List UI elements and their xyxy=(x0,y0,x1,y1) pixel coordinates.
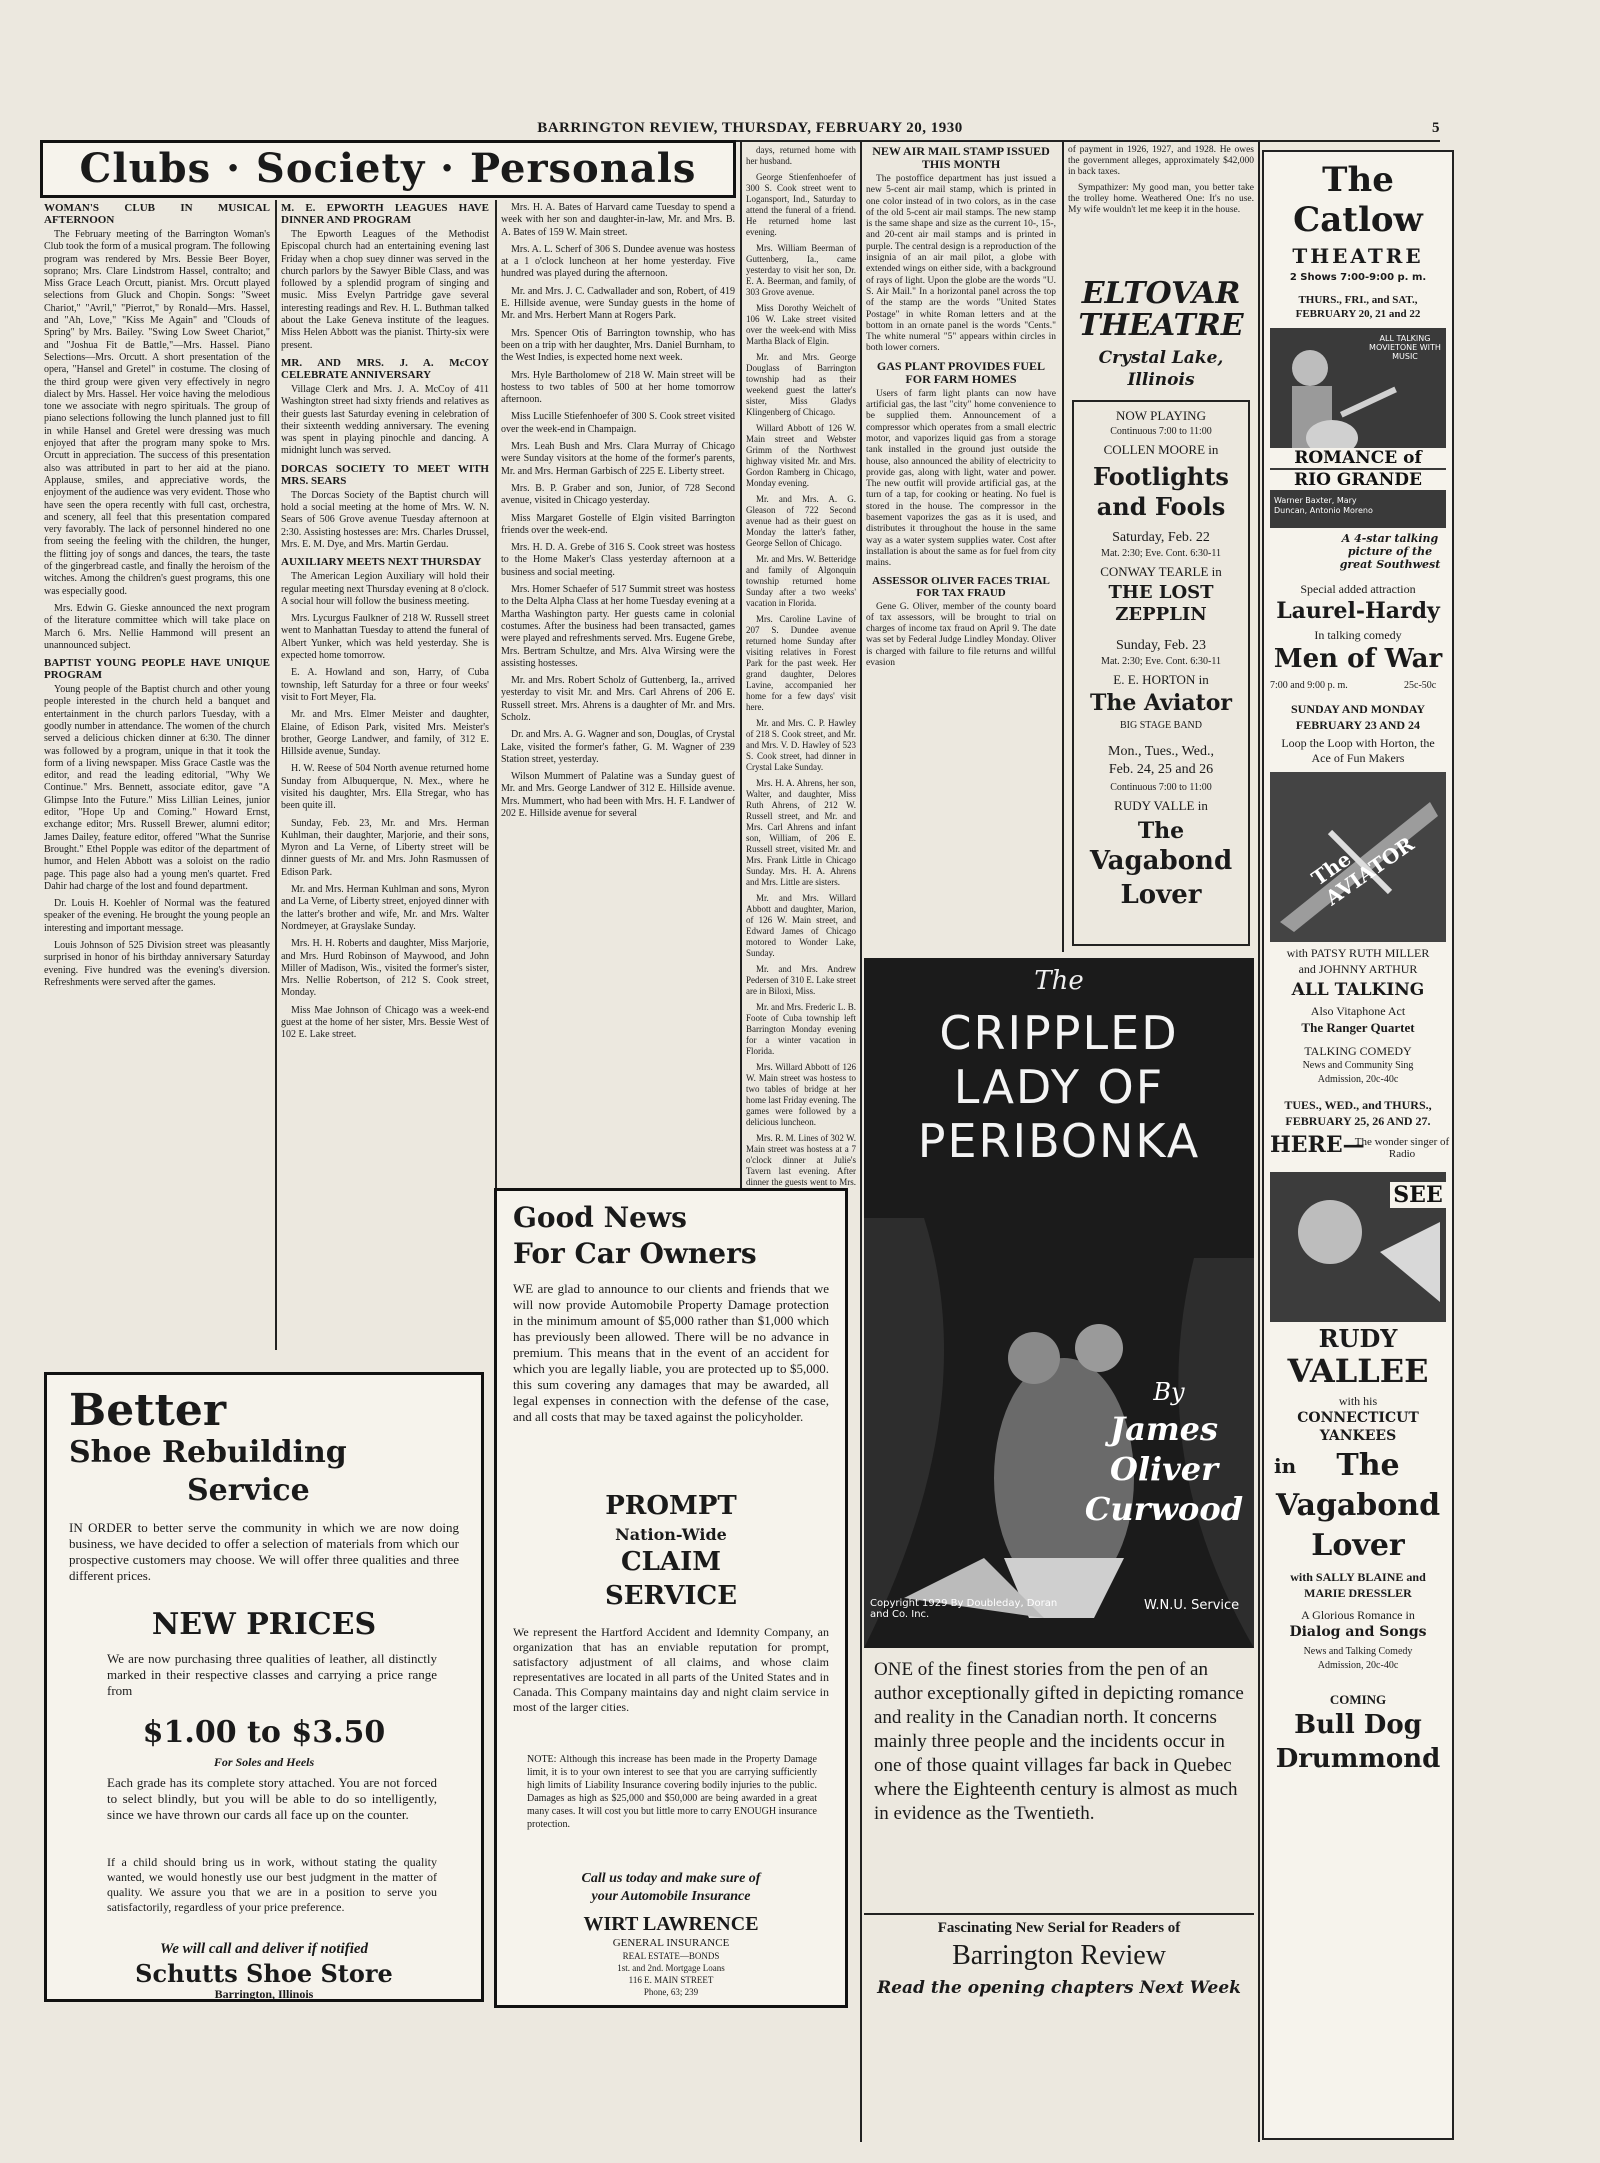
article-body: Mrs. Willard Abbott of 126 W. Main street was hostess to two tables of bridge at her home last Friday evening. The games were followed by a delicious luncheon. xyxy=(746,1062,856,1127)
show-date: Saturday, Feb. 22 xyxy=(1112,530,1210,545)
serial-service: W.N.U. Service xyxy=(1144,1598,1240,1613)
column-rule xyxy=(495,200,497,1350)
film-title: Men of War xyxy=(1273,644,1443,674)
poster-cast: Warner Baxter, Mary Duncan, Antonio Moreno xyxy=(1274,496,1373,515)
ad-headline: For Car Owners xyxy=(513,1237,757,1270)
show-date: Feb. 24, 25 and 26 xyxy=(1108,762,1214,777)
article-body: Louis Johnson of 525 Division street was pleasantly surprised in honor of his birthday anniversary Saturday evening. Five hundred was the evening's diversion. Refreshments were served after the games. xyxy=(44,940,270,988)
serial-title: CRIPPLED xyxy=(939,1006,1179,1060)
film-title: Laurel-Hardy xyxy=(1276,598,1440,624)
agent-subtitle: REAL ESTATE—BONDS xyxy=(622,1951,720,1961)
article-body: The American Legion Auxiliary will hold their regular meeting next Thursday evening at 8 o'clock. A social hour will follow the business meeting. xyxy=(281,571,489,607)
theatre-name: The xyxy=(1322,160,1394,200)
showtimes: 2 Shows 7:00-9:00 p. m. xyxy=(1289,272,1427,283)
band-name: CONNECTICUT xyxy=(1297,1410,1419,1426)
catlow-theatre-ad xyxy=(1262,150,1454,2140)
ad-body: We represent the Hartford Accident and Idemnity Company, an organization that has an enviable reputation for prompt, satisfactory adjustment of all claims, and whose claim representatives are located in all parts of the United States and in Canada. This Company maintains day and night claim service in most of the larger cities. xyxy=(513,1625,829,1714)
star-name: CONWAY TEARLE in xyxy=(1100,564,1222,579)
ad-body: We are now purchasing three qualities of leather, all distinctly marked in their respective classes and carrying a price range from xyxy=(107,1651,437,1698)
ad-subheading: SERVICE xyxy=(604,1581,738,1611)
admission: Admission, 20c-40c xyxy=(1317,1660,1399,1671)
article-body: Sunday, Feb. 23, Mr. and Mrs. Herman Kuhlman, their daughter, Marjorie, and their sons, Myron and La Verne, of Liberty street will be dinner guests of Mr. and Mrs. John Rasmussen of Edison Park. xyxy=(281,817,489,878)
film-title: Lover xyxy=(1120,880,1202,910)
film-title: The xyxy=(1336,1448,1400,1483)
article-headline: NEW AIR MAIL STAMP ISSUED THIS MONTH xyxy=(872,145,1050,171)
film-note: News and Community Sing xyxy=(1302,1060,1414,1071)
theatre-name: THEATRE xyxy=(1078,308,1244,343)
star-name: RUDY VALLE in xyxy=(1114,798,1208,813)
film-note: Dialog and Songs xyxy=(1289,1624,1427,1640)
article-body: Miss Mae Johnson of Chicago was a week-end guest at the home of her sister, Mrs. Bessie West of 102 E. Lake street. xyxy=(281,1004,489,1041)
special-note: Special added attraction xyxy=(1300,582,1416,596)
poster-title: RIO GRANDE xyxy=(1270,470,1446,490)
film-title: Lover xyxy=(1311,1528,1405,1563)
serial-rule xyxy=(864,1913,1254,1915)
column-6 xyxy=(1068,145,1254,270)
masthead-title: BARRINGTON REVIEW, THURSDAY, FEBRUARY 20, 1930 xyxy=(537,120,963,136)
article-body: Sympathizer: My good man, you better take the trolley home. Weathered One: It's no use. My wife wouldn't let me keep it in the house. xyxy=(1068,183,1254,215)
film-title: The Ranger Quartet xyxy=(1301,1020,1415,1035)
serial-footer-note: Read the opening chapters Next Week xyxy=(877,1978,1241,1998)
star-name: COLLEN MOORE in xyxy=(1103,442,1219,457)
article-body: Users of farm light plants can now have artificial gas, the last "city" home convenience to be supplied them. Announcement of a compressor which operates from a small electric motor, and vaporizes liquid gas from a storage tank installed in the ground just outside the house, also announced the ability of electricity to provide gas, along with light, water and power. The new outfit will provide artificial gas, at the turn of a tap, for cooking or heating. No fuel is stored in the house. The compressor in the basement vaporizes the gas as it is used, and distributes it throughout the house in the same way as a water system supplies water. Cost after installation is about the same as for fuel from city mains. xyxy=(866,388,1056,569)
column-rule xyxy=(1062,142,1064,952)
article-body: Mr. and Mrs. W. Betteridge and family of Algonquin township returned home Sunday after a two weeks' vacation in Florida. xyxy=(746,554,856,608)
article-body: Young people of the Baptist church and other young people interested in the church held a banquet and entertainment in the church parlors Tuesday, with a goodly number in attendance. The women of the church served a delicious chicken dinner at 6:30. The dinner was followed by a program, unique in that it took the form of a living newspaper. Miss Grace Castle was the editor, and read the leading editorial, "Why We Continue." Mrs. Bennett, associate editor, gave "A Glimpse Into the Future." Miss Lillian Leines, junior editor, "Hope Up and Coming." Howard Ernst, exchange editor; Mrs. Russell Brewer, alumni editor; James Dailey, feature editor, offered "What the Sunrise Brought." Ethel Popple was editor of the department of humor, and Helen Abbott was a soloist on the radio page. This page also had a young men's quartet. Fred Dahir had charge of the lost and found department. xyxy=(44,684,270,892)
article-body: Miss Lucille Stiefenhoefer of 300 S. Cook street visited over the week-end in Champaign. xyxy=(501,411,735,435)
ad-headline: Good News xyxy=(513,1201,687,1234)
film-note: A Glorious Romance in xyxy=(1301,1608,1415,1622)
serial-ad xyxy=(864,958,1254,1958)
ad-subheading: PROMPT xyxy=(605,1491,737,1521)
article-body: Mrs. Leah Bush and Mrs. Clara Murray of Chicago were Sunday visitors at the home of the former's parents, Mr. and Mrs. Herman Garbisch of 225 E. Liberty street. xyxy=(501,441,735,477)
star-name: RUDY xyxy=(1318,1324,1398,1353)
column-5 xyxy=(866,145,1056,945)
masthead xyxy=(60,118,1440,140)
theatre-state: Illinois xyxy=(1127,370,1195,390)
ad-subheading: CLAIM xyxy=(620,1547,722,1577)
article-body: The postoffice department has just issued a new 5-cent air mail stamp, which is printed in one color instead of in two colors, as in the case of the old 5-cent air mail stamps. The new stamp is the same shape and size as the current 10-, 15-, and 20-cent air mail stamps and is printed in purple. The central design is a reproduction of the insignia of an air mail pilot, a globe with extended wings on either side, with a background of rays of light. Upon the globe are the words "U. S. Air Mail." In a horizontal panel across the top of the stamp are the words "United States Postage" in white Roman letters and at the bottom in an ornate panel is the words "Cents." The white numeral "5" appears within circles in both lower corners. xyxy=(866,174,1056,354)
coming-label: COMING xyxy=(1329,1692,1387,1707)
film-title: Bull Dog xyxy=(1294,1710,1422,1740)
eltovar-theatre-ad xyxy=(1068,278,1254,946)
article-body: Mrs. H. A. Ahrens, her son, Walter, and daughter, Miss Ruth Ahrens, of 212 W. Russell street, and Mr. and Mrs. Carl Ahrens and infant son, William, of 206 E. Russell street, visited Mr. and Mrs. Frank Little in Chicago Sunday. Mrs. H. A. Ahrens and Mrs. Little are sisters. xyxy=(746,778,856,887)
film-title: and Fools xyxy=(1096,492,1226,521)
column-2 xyxy=(281,202,489,1342)
article-body: Mrs. A. L. Scherf of 306 S. Dundee avenue was hostess at a 1 o'clock luncheon at her home yesterday. Five hundred was played during the afternoon. xyxy=(501,243,735,280)
now-playing: NOW PLAYING xyxy=(1116,408,1206,423)
show-date: THURS., FRI., and SAT., xyxy=(1298,294,1418,306)
theatre-city: Crystal Lake, xyxy=(1098,348,1224,368)
ad-body: If a child should bring us in work, without stating the quality wanted, we would honestly use our best judgment in the matter of quality. We assure you that we are in a position to serve you satisfactorily, regardless of your price preference. xyxy=(107,1855,437,1914)
film-note: Loop the Loop with Horton, the Ace of Fun Makers xyxy=(1281,736,1435,765)
serial-illustration xyxy=(864,958,1254,1648)
cast-list: MARIE DRESSLER xyxy=(1304,1586,1412,1600)
serial-author: Oliver xyxy=(1110,1450,1218,1488)
theatre-name: THEATRE xyxy=(1292,244,1424,268)
ad-headline: Better xyxy=(69,1385,227,1436)
ad-subheading: NEW PRICES xyxy=(151,1607,377,1642)
agent-subtitle: 1st. and 2nd. Mortgage Loans xyxy=(617,1963,725,1973)
article-body: Mrs. William Beerman of Guttenberg, Ia., came yesterday to visit her son, Dr. E. A. Beerman, and family, of 303 Grove avenue. xyxy=(746,243,856,297)
article-body: days, returned home with her husband. xyxy=(746,145,856,166)
shoe-store-ad xyxy=(44,1372,484,2002)
column-rule xyxy=(860,142,862,2142)
price-note: For Soles and Heels xyxy=(213,1755,315,1769)
article-body: Mrs. Lycurgus Faulkner of 218 W. Russell street went to Manhattan Tuesday to attend the funeral of Albert Yunker, which was held yesterday. She is expected home tomorrow. xyxy=(281,613,489,662)
serial-footer-line: Fascinating New Serial for Readers of xyxy=(937,1920,1181,1936)
serial-title: PERIBONKA xyxy=(917,1114,1201,1168)
article-body: Mrs. H. A. Bates of Harvard came Tuesday to spend a week with her son and daughter-in-law, Mr. and Mrs. B. A. Bates of 159 W. Main street. xyxy=(501,202,735,238)
show-date: Sunday, Feb. 23 xyxy=(1115,638,1207,653)
article-body: Village Clerk and Mrs. J. A. McCoy of 411 Washington street had sixty friends and relatives as their guests last Saturday evening in celebration of their sixteenth wedding anniversary. The evening was spent in playing pinochle and dancing. A midnight lunch was served. xyxy=(281,383,489,457)
film-title: Vagabond xyxy=(1275,1488,1441,1523)
poster-tagline: A 4-star talking picture of the great Southwest xyxy=(1339,532,1441,571)
article-body: Mrs. R. M. Lines of 302 W. Main street was hostess at a 7 o'clock dinner at Julie's Tavern last evening. After dinner the guests went to Mrs. xyxy=(746,1133,856,1187)
eltovar-schedule xyxy=(1072,400,1250,946)
admission: 25c-50c xyxy=(1404,680,1437,691)
theatre-name: ELTOVAR xyxy=(1081,276,1241,311)
film-note: In talking comedy xyxy=(1314,628,1402,642)
film-note: with his xyxy=(1338,1394,1378,1408)
article-body: Mr. and Mrs. J. C. Cadwallader and son, Robert, of 419 E. Hillside avenue, were Sunday guests in the home of Mr. and Mrs. Herbert Mann at Rogers Park. xyxy=(501,285,735,322)
here-heading: HERE— xyxy=(1270,1132,1365,1158)
serial-byline: By xyxy=(1153,1378,1185,1406)
article-body: Mr. and Mrs. Robert Scholz of Guttenberg, Ia., arrived yesterday to visit Mr. and Mrs. Carl Ahrens of 206 E. Russell street. Mrs. Ahrens is a daughter of Mr. and Mrs. Scholz. xyxy=(501,675,735,723)
article-body: Willard Abbott of 126 W. Main street and Webster Grimm of the Northwest highway visited Mr. and Mrs. Gordon Ramberg in Chicago, Monday evening. xyxy=(746,423,856,488)
agent-phone: Phone, 63; 239 xyxy=(643,1987,699,1997)
article-body: Dr. and Mrs. A. G. Wagner and son, Douglas, of Crystal Lake, visited the former's father, G. M. Wagner of 239 Station street, yesterday. xyxy=(501,729,735,765)
showtimes: Continuous 7:00 to 11:00 xyxy=(1110,426,1212,437)
article-headline: DORCAS SOCIETY TO MEET WITH MRS. SEARS xyxy=(281,462,489,487)
ad-intro: IN ORDER to better serve the community in which we are now doing business, we have decided to offer a selection of materials from which our prospective customers may choose. We will offer three qualities and three different prices. xyxy=(69,1520,459,1583)
film-note: in xyxy=(1274,1454,1297,1478)
article-body: Mrs. Edwin G. Gieske announced the next program of the literature committee which will take place on March 6. Mrs. Nellie Hammond will present an unannounced subject. xyxy=(44,602,270,651)
film-title: The Aviator xyxy=(1089,690,1233,716)
store-name: Schutts Shoe Store xyxy=(135,1959,393,1988)
article-headline: MR. AND MRS. J. A. McCOY CELEBRATE ANNIVERSARY xyxy=(281,356,489,381)
article-body: Mrs. Homer Schaefer of 517 Summit street was hostess to the Delta Alpha Class at her home Tuesday evening at a Martha Washington party. Her guests came in colonial costumes. After the business had been transacted, games were played and refreshments served. Mrs. Eugene Grebe, Mrs. Bertram Schultze, and Mrs. Alva Wirsing were the assisting hostesses. xyxy=(501,584,735,669)
star-name: E. E. HORTON in xyxy=(1113,672,1209,687)
ad-body: Each grade has its complete story attached. You are not forced to select blindly, but you will be able to do so intelligently, since we have thrown our cards all face up on the counter. xyxy=(107,1775,437,1822)
ad-call: Call us today and make sure of xyxy=(581,1871,761,1886)
article-body: Mr. and Mrs. Andrew Pedersen of 310 E. Lake street are in Biloxi, Miss. xyxy=(746,964,856,996)
article-body: The February meeting of the Barrington Woman's Club took the form of a musical program. The following program was rendered by Mrs. Bessie Beer Boyer, soprano; Mrs. Clare Lindstrom Hassel, contralto; and Miss Grace Leach Orcutt, pianist. Mrs. Orcutt played selections from Gluck and Chopin. Songs: "Sweet Chariot," "Avril," "Pierrot," by Ronald—Mrs. Hassel, and "Ah, Love," "Kiss Me Again" and "Clouds of Spring" by Mrs. Bailey. "Swing Low Sweet Chariot," and "Joshua Fit de Battle,"—Mrs. Hassel. Piano Selections—Mrs. Orcutt. A short presentation of the opera, "Hansel and Gretel" in costume. The closing of the third group were given very effectively in negro dialect by Mrs. Hassel. Her voice having the melodious tone we associate with negro spirituals. The group of piano selections following the lunch planned just to fill in while Hansel and Gretel were dressing was much enjoyed that after the program many spoke to Mrs. Orcutt in appreciation. The success of this presentation also was attributed in part to her aid at the piano. Applause, smiles, and appreciative words, the enjoyment of the audience was very evident. Those who have seen the opera recently with full cast, orchestra, and scenery, all feel that this presentation compared very favorably. The lack of personnel hindered no one from seeing the feeling with the children, the hunger, the flitting joy of songs and dances, the tears, the taste of the gingerbread castle, and finally the heroism of the witches. Among the children's guest programs, this one was especially good. xyxy=(44,229,270,597)
column-rule xyxy=(275,200,277,1350)
section-banner: Clubs · Society · Personals xyxy=(40,140,736,198)
serial-blurb: ONE of the finest stories from the pen of an author exceptionally gifted in depicting romance and reality in the Canadian north. It concerns mainly three people and the incidents occur in one of those quaint villages far back in Quebec where the Eighteenth century is almost as much in evidence as the Twentieth. xyxy=(874,1659,1244,1824)
ad-headline: Shoe Rebuilding xyxy=(69,1435,347,1470)
article-body: The Dorcas Society of the Baptist church will hold a social meeting at the home of Mrs. W. N. Sears of 506 Grove avenue Tuesday afternoon at 2:30. Assisting hostesses are: Mrs. Charles Drussel, Mrs. E. M. Dye, and Mrs. Martin Gerdau. xyxy=(281,489,489,550)
article-body: Mrs. H. D. A. Grebe of 316 S. Cook street was hostess to the Home Maker's Class yesterday afternoon at a business and social meeting. xyxy=(501,542,735,578)
band-name: YANKEES xyxy=(1319,1428,1397,1444)
article-body: Mrs. B. P. Graber and son, Junior, of 728 Second avenue, visited in Chicago yesterday. xyxy=(501,482,735,507)
show-date: Mon., Tues., Wed., xyxy=(1108,744,1214,759)
article-headline: AUXILIARY MEETS NEXT THURSDAY xyxy=(281,556,482,569)
ad-note: NOTE: Although this increase has been made in the Property Damage limit, it is to your own interest to see that you are carrying sufficiently high limits of Liability Insurance covering bodily injuries to the public. Damages as high as $25,000 and $50,000 are being awarded in a great many cases. It will cost you but little more to carry ENOUGH insurance protection. xyxy=(527,1754,817,1830)
ad-headline: Service xyxy=(187,1473,310,1508)
serial-author: Curwood xyxy=(1084,1490,1244,1528)
film-note: News and Talking Comedy xyxy=(1303,1646,1413,1657)
see-heading: SEE xyxy=(1390,1182,1446,1208)
article-body: Mr. and Mrs. Herman Kuhlman and sons, Myron and La Verne, of Liberty street, enjoyed dinner with the latter's brother and wife, Mr. and Mrs. Walter Nordmeyer, at Grayslake Sunday. xyxy=(281,884,489,932)
film-note: Also Vitaphone Act xyxy=(1310,1004,1406,1018)
star-name: VALLEE xyxy=(1287,1352,1429,1390)
article-body: Mrs. Spencer Otis of Barrington township, who has been on a trip with her daughter, Mrs. Daniel Burnham, to the West Indies, is expected home next week. xyxy=(501,327,735,364)
article-headline: WOMAN'S CLUB IN MUSICAL AFTERNOON xyxy=(44,202,270,226)
film-title: Vagabond xyxy=(1089,846,1233,876)
ad-subheading: Nation-Wide xyxy=(615,1525,727,1544)
show-date: FEBRUARY 23 AND 24 xyxy=(1295,718,1421,732)
article-body: George Stienfenhoefer of 300 S. Cook street went to Logansport, Ind., Saturday to attend the funeral of a friend. He returned home last evening. xyxy=(746,172,856,237)
portrait-rudy-vallee xyxy=(1270,1172,1446,1322)
page-number: 5 xyxy=(1432,120,1440,136)
article-body: Mrs. H. H. Roberts and daughter, Miss Marjorie, and Mrs. Hurd Robinson of Maywood, and John Miller of Madison, Wis., visited the former's sister, Mrs. Nellie Robertson, of 212 S. Cook street, Monday. xyxy=(281,938,489,999)
serial-title: The xyxy=(1034,966,1084,996)
article-body: E. A. Howland and son, Harry, of Cuba township, left Saturday for a three or four weeks' visit to Fort Meyer, Fla. xyxy=(281,667,489,703)
show-date: FEBRUARY 20, 21 and 22 xyxy=(1295,308,1421,320)
cast-list: with PATSY RUTH MILLER xyxy=(1286,946,1430,960)
show-date: FEBRUARY 25, 26 AND 27. xyxy=(1285,1114,1431,1128)
article-body: Mr. and Mrs. Elmer Meister and daughter, Elaine, of Edison Park, visited Mrs. Meister's brother, George Landwer, and family, of 312 E. Hillside avenue, Sunday. xyxy=(281,709,489,758)
cast-list: and JOHNNY ARTHUR xyxy=(1298,962,1418,976)
article-body: Mr. and Mrs. Willard Abbott and daughter, Marion, of 126 W. Main street, and Edward James of Chicago motored to Wonder Lake, Sunday. xyxy=(746,893,856,958)
cast-list: with SALLY BLAINE and xyxy=(1290,1570,1426,1584)
article-body: The Epworth Leagues of the Methodist Episcopal church had an entertaining evening last Friday when a chop suey dinner was served in the church parlors by the Sawyer Bible Class, and was followed by a splendid program of singing and music. Miss Evelyn Partridge gave several interesting readings and Rev. H. L. Buthman talked about the Lake Geneva institute of the leagues. Miss Helen Abbott was the pianist. Thirty-six were present. xyxy=(281,229,489,351)
article-headline: ASSESSOR OLIVER FACES TRIAL FOR TAX FRAUD xyxy=(872,574,1050,599)
article-body: Miss Margaret Gostelle of Elgin visited Barrington friends over the week-end. xyxy=(501,512,735,536)
article-body: Miss Dorothy Weichelt of 106 W. Lake street visited over the week-end with Miss Martha Black of Elgin. xyxy=(746,303,856,346)
showtimes: 7:00 and 9:00 p. m. xyxy=(1270,680,1348,691)
showtimes: Continuous 7:00 to 11:00 xyxy=(1110,782,1212,793)
insurance-ad xyxy=(494,1188,848,2008)
article-body: Mr. and Mrs. C. P. Hawley of 218 S. Cook street, and Mr. and Mrs. V. D. Hawley of 523 S. Cook street, had dinner in Crystal Lake Sunday. xyxy=(746,718,856,772)
poster-badge: ALL TALKING MOVIETONE WITH MUSIC xyxy=(1369,334,1441,361)
article-headline: GAS PLANT PROVIDES FUEL FOR FARM HOMES xyxy=(876,358,1046,386)
article-headline: BAPTIST YOUNG PEOPLE HAVE UNIQUE PROGRAM xyxy=(44,657,270,682)
article-headline: M. E. EPWORTH LEAGUES HAVE DINNER AND PROGRAM xyxy=(281,202,489,226)
agent-name: WIRT LAWRENCE xyxy=(583,1913,759,1935)
film-title: ZEPPLIN xyxy=(1115,604,1207,625)
film-note: TALKING COMEDY xyxy=(1304,1044,1412,1058)
article-body: Wilson Mummert of Palatine was a Sunday guest of Mr. and Mrs. George Landwer of 312 E. Hillside avenue. Mrs. Mummert, who had been with Mrs. H. F. Landwer of 202 E. Hillside avenue for several xyxy=(501,771,735,820)
film-title: Drummond xyxy=(1275,1744,1441,1774)
poster-title: The AVIATOR xyxy=(1307,831,1419,911)
column-4 xyxy=(746,145,856,1365)
agent-subtitle: GENERAL INSURANCE xyxy=(612,1937,730,1949)
article-body: Mr. and Mrs. Frederic L. B. Foote of Cuba township left Barrington Monday evening for a winter vacation in Florida. xyxy=(746,1002,856,1056)
price-range: $1.00 to $3.50 xyxy=(142,1715,386,1750)
store-city: Barrington, Illinois xyxy=(214,1987,314,2001)
article-body: Gene G. Oliver, member of the county board of tax assessors, will be brought to trial on charges of income tax fraud on April 9. The date was set by Federal Judge Lindley Monday. Oliver is charged with failure to file returns and willful evasion xyxy=(866,601,1056,668)
poster-aviator xyxy=(1270,772,1446,942)
article-body: H. W. Reese of 504 North avenue returned home Sunday from Albuquerque, N. Mex., where he visited his daughter, Mrs. Ella Stregar, who has been quite ill. xyxy=(281,763,489,812)
showtimes: Mat. 2:30; Eve. Cont. 6:30-11 xyxy=(1101,548,1221,559)
article-body: Dr. Louis H. Koehler of Normal was the featured speaker of the evening. He brought the young people an interesting and important message. xyxy=(44,898,270,934)
agent-address: 116 E. MAIN STREET xyxy=(628,1975,714,1985)
poster-romance-rio-grande xyxy=(1270,328,1446,528)
film-title: The xyxy=(1137,818,1185,844)
ad-intro: WE are glad to announce to our clients and friends that we will now provide Automobile Property Damage protection in the minimum amount of $5,000 rather than $1,000 which has previously been allowed. There will be no advance in premium. This means that in the event of an accident for which you are legally liable, you are protected up to $5,000. this sum covering any damages that may be awarded, all legal expenses in connection with the defense of the case, and all costs that may be taxed against the policyholder. xyxy=(513,1281,829,1424)
admission: Admission, 20c-40c xyxy=(1317,1074,1399,1085)
article-body: Mrs. Hyle Bartholomew of 218 W. Main street will be hostess to two tables of 500 at her home tomorrow afternoon. xyxy=(501,369,735,406)
ad-call: your Automobile Insurance xyxy=(591,1889,751,1904)
film-note: The wonder singer of Radio xyxy=(1354,1136,1450,1160)
serial-copyright: Copyright 1929 By Doubleday, Doran and Co. Inc. xyxy=(870,1598,1058,1620)
serial-author: James xyxy=(1109,1410,1219,1448)
serial-title: LADY OF xyxy=(953,1060,1165,1114)
article-body: of payment in 1926, 1927, and 1928. He owes the government alleges, approximately $42,000 in back taxes. xyxy=(1068,145,1254,177)
film-title: Footlights xyxy=(1093,462,1229,491)
showtimes: Mat. 2:30; Eve. Cont. 6:30-11 xyxy=(1101,656,1221,667)
show-date: TUES., WED., and THURS., xyxy=(1284,1098,1432,1112)
film-title: THE LOST xyxy=(1108,582,1214,603)
column-rule xyxy=(1258,142,1260,2142)
ad-call: We will call and deliver if notified xyxy=(159,1941,369,1957)
all-talking: ALL TALKING xyxy=(1291,980,1425,1000)
serial-footer-paper: Barrington Review xyxy=(952,1940,1166,1971)
article-body: Mrs. Caroline Lavine of 207 S. Dundee avenue returned home Sunday after visiting relatives in Forest Park for the past week. Her grand daughter, Delores Lavine, accompanied her home for a few days' visit here. xyxy=(746,614,856,712)
article-body: Mr. and Mrs. George Douglass of Barrington township had as their weekend guest the latter's sister, Miss Gladys Klingenberg of Chicago. xyxy=(746,352,856,417)
column-1 xyxy=(44,202,270,1342)
stage-note: BIG STAGE BAND xyxy=(1120,720,1202,731)
article-body: Mr. and Mrs. A. G. Gleason of 722 Second avenue had as their guest on Monday the latter's father, George Sellon of Chicago. xyxy=(746,494,856,548)
theatre-name: Catlow xyxy=(1293,200,1423,240)
poster-title: ROMANCE of xyxy=(1270,448,1446,468)
show-date: SUNDAY AND MONDAY xyxy=(1290,702,1425,716)
